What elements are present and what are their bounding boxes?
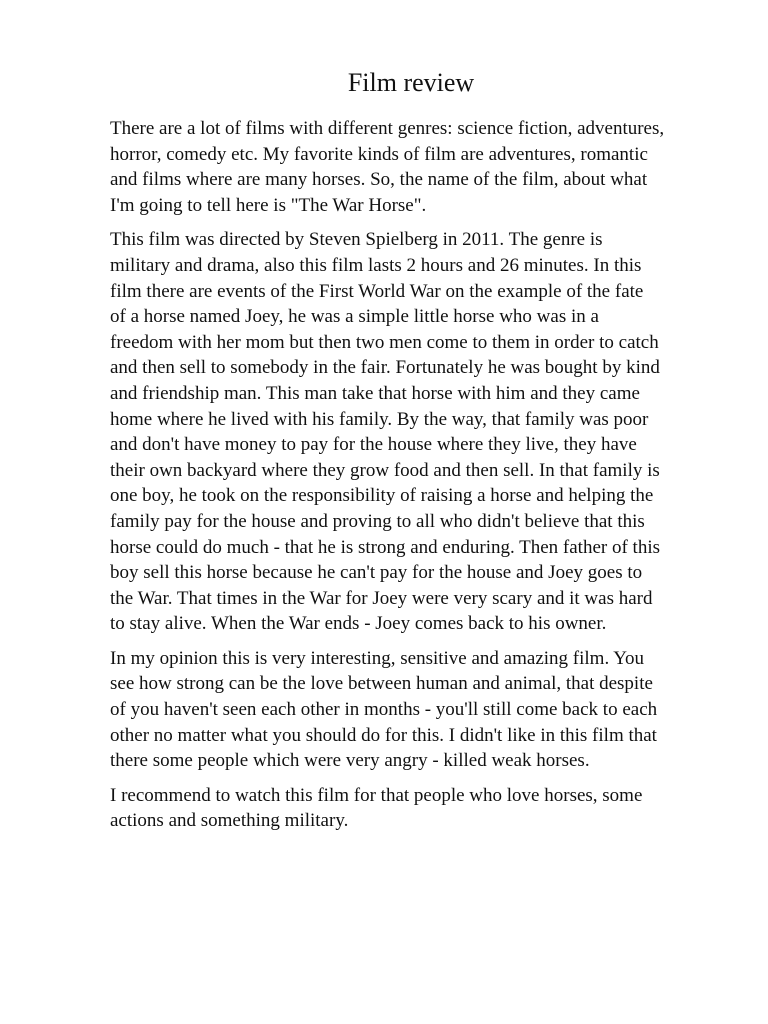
text-line: In my opinion this is very interesting, sensitive and amazing film. You xyxy=(110,647,645,669)
text-line: military and drama, also this film lasts 2 hours and 26 minutes. In this xyxy=(110,254,642,276)
text-line: see how strong can be the love between human and animal, that despite xyxy=(110,673,653,695)
text-line: their own backyard where they grow food and then sell. In that family is xyxy=(110,459,660,481)
text-line: and don't have money to pay for the house where they live, they have xyxy=(110,434,637,456)
text-line: there some people which were very angry - killed weak horses. xyxy=(110,750,590,772)
text-line: of a horse named Joey, he was a simple little horse who was in a xyxy=(110,306,599,328)
text-line: I recommend to watch this film for that people who love horses, some xyxy=(110,784,643,806)
text-line: horror, comedy etc. My favorite kinds of film are adventures, romantic xyxy=(110,143,648,165)
paragraph-3 xyxy=(110,646,750,774)
text-line: There are a lot of films with different genres: science fiction, adventures, xyxy=(110,118,665,139)
text-line: horse could do much - that he is strong and enduring. Then father of this xyxy=(110,536,660,558)
text-line: I'm going to tell here is "The War Horse". xyxy=(110,194,427,216)
paragraph-1 xyxy=(110,116,750,218)
text-line: the War. That times in the War for Joey were very scary and it was hard xyxy=(110,587,653,609)
paragraph-2 xyxy=(110,227,750,637)
text-line: family pay for the house and proving to all who didn't believe that this xyxy=(110,510,645,532)
review-body xyxy=(110,116,750,843)
text-line: actions and something military. xyxy=(110,810,349,832)
text-line: This film was directed by Steven Spielberg in 2011. The genre is xyxy=(110,229,603,251)
paragraph-4 xyxy=(110,783,750,834)
text-line: and friendship man. This man take that horse with him and they came xyxy=(110,382,640,404)
text-line: home where he lived with his family. By the way, that family was poor xyxy=(110,408,649,430)
text-line: and films where are many horses. So, the name of the film, about what xyxy=(110,169,648,191)
text-line: freedom with her mom but then two men come to them in order to catch xyxy=(110,331,659,353)
text-line: film there are events of the First World War on the example of the fate xyxy=(110,280,644,302)
text-line: other no matter what you should do for this. I didn't like in this film that xyxy=(110,724,657,746)
text-line: boy sell this horse because he can't pay for the house and Joey goes to xyxy=(110,562,643,584)
text-line: and then sell to somebody in the fair. Fortunately he was bought by kind xyxy=(110,357,660,379)
page-title: Film review xyxy=(347,68,475,97)
text-line: to stay alive. When the War ends - Joey comes back to his owner. xyxy=(110,613,607,635)
text-line: one boy, he took on the responsibility of raising a horse and helping the xyxy=(110,485,654,507)
text-line: of you haven't seen each other in months - you'll still come back to each xyxy=(110,699,658,721)
